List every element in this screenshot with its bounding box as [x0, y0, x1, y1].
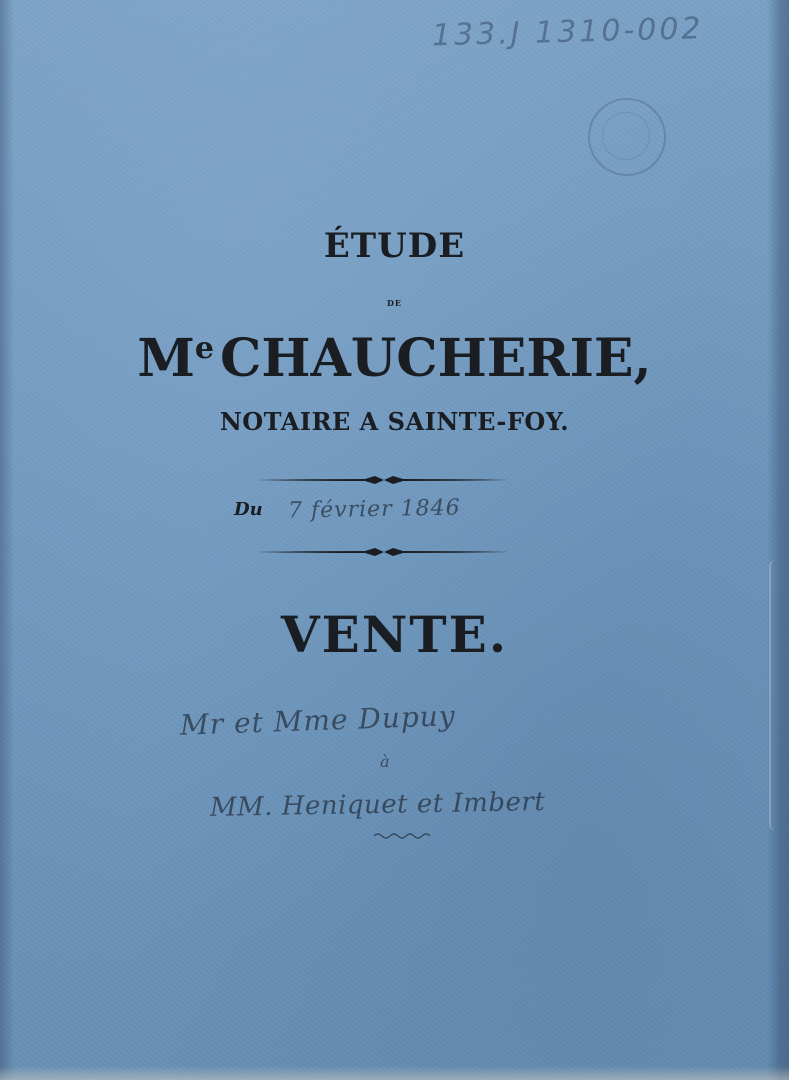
paper-fold	[769, 560, 785, 830]
handwritten-party-two: MM. Heniquet et Imbert	[209, 787, 546, 823]
paper-edge-bottom	[0, 1066, 789, 1080]
notary-superscript: e	[194, 331, 214, 366]
handwritten-party-one: Mr et Mme Dupuy	[179, 699, 457, 742]
notary-name: CHAUCHERIE,	[220, 328, 652, 389]
notary-prefix: M	[137, 328, 195, 389]
archive-stamp-icon	[588, 98, 666, 176]
paper-edge-right	[767, 0, 789, 1080]
ornamental-rule-top	[255, 474, 513, 486]
handwritten-conjunction: à	[380, 752, 390, 771]
handwritten-flourish	[372, 830, 432, 840]
archive-reference: 133.J 1310-002	[431, 11, 704, 54]
ornamental-rule-bottom	[255, 546, 513, 558]
notary-place: NOTAIRE A SAINTE-FOY.	[219, 407, 570, 436]
notary-name-line	[0, 328, 789, 389]
paper-edge-left	[0, 0, 14, 1080]
deed-type: VENTE.	[280, 605, 509, 664]
date-label: Du	[234, 499, 263, 520]
study-de: DE	[386, 298, 403, 308]
study-heading: ÉTUDE	[323, 226, 466, 266]
handwritten-date: 7 février 1846	[287, 495, 461, 524]
